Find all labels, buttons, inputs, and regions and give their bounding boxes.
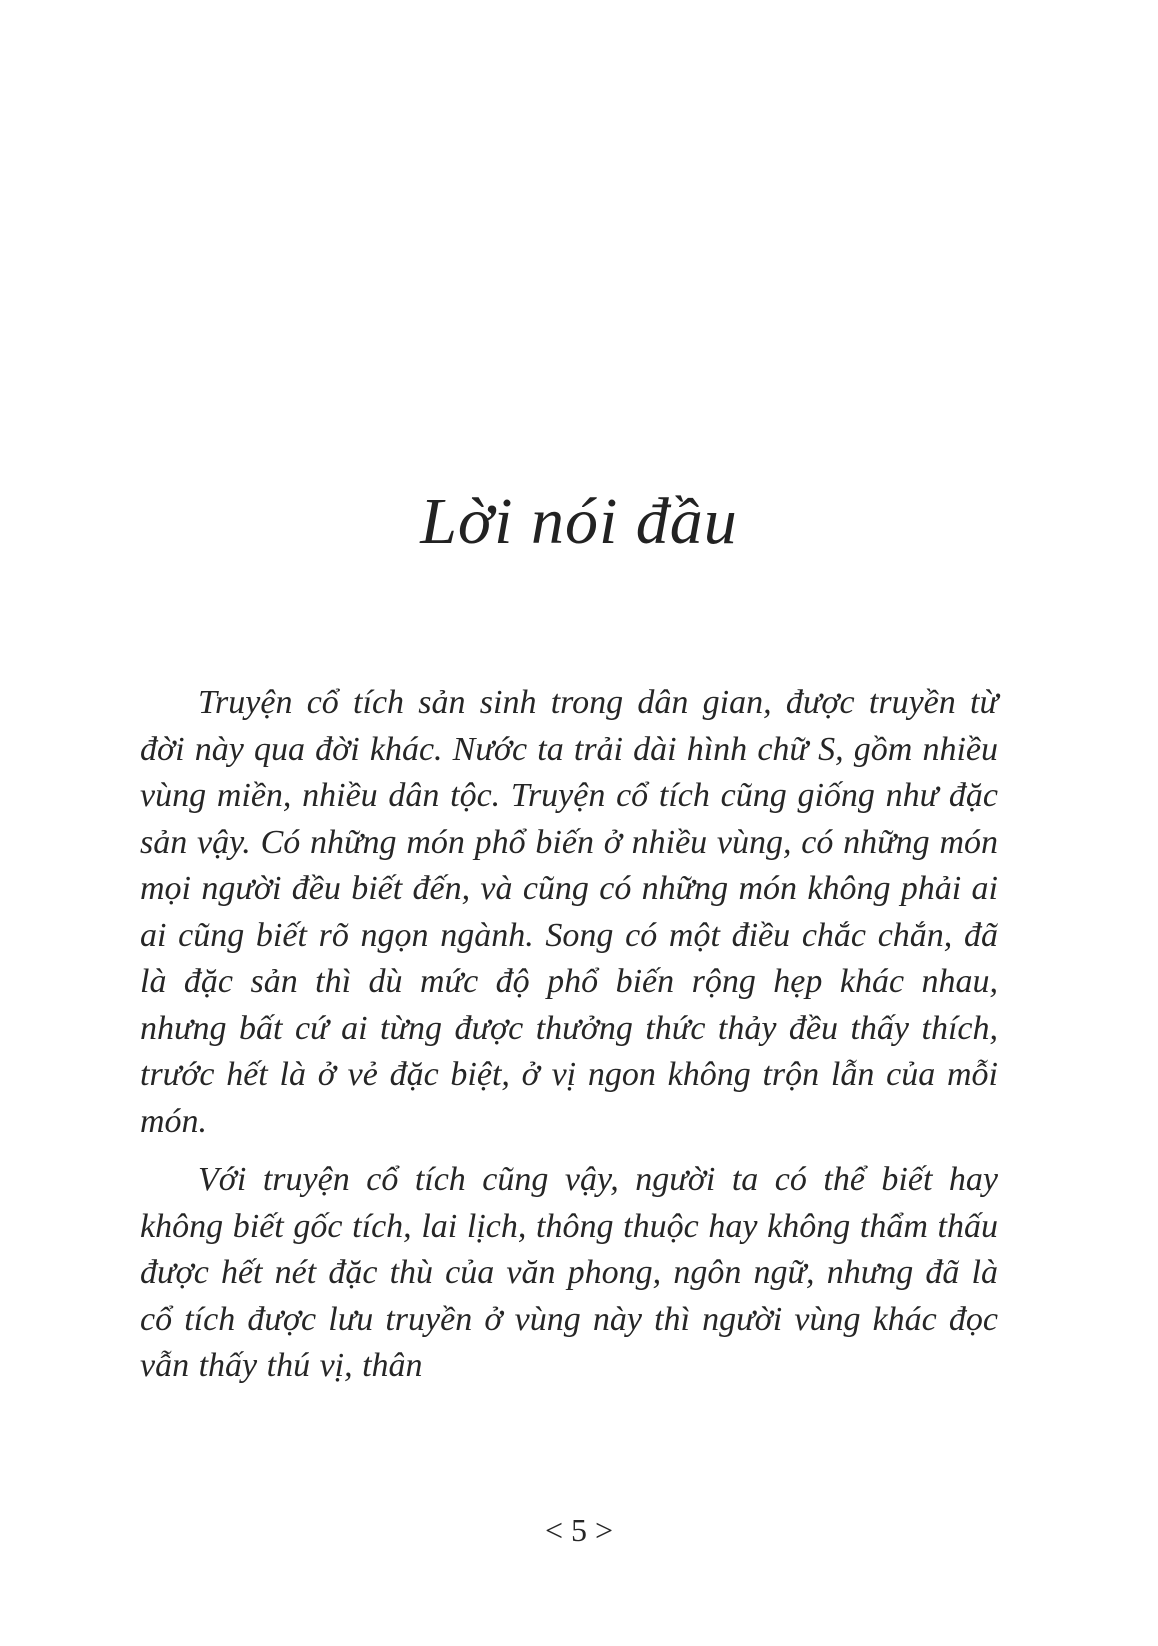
paragraph-2: Với truyện cổ tích cũng vậy, người ta có thể biết hay không biết gốc tích, lai lịch, thông thuộc hay không thẩm thấu được hết nét đặc thù của văn phong, ngôn ngữ, nhưng đã là cổ tích được lưu truyền ở vùng này thì người vùng khác đọc vẫn thấy thú vị, thân	[140, 1161, 998, 1384]
page-number: < 5 >	[544, 1512, 614, 1548]
paragraph-1: Truyện cổ tích sản sinh trong dân gian, được truyền từ đời này qua đời khác. Nước ta trải dài hình chữ S, gồm nhiều vùng miền, nhiều dân tộc. Truyện cổ tích cũng giống như đặc sản vậy. Có những món phổ biến ở nhiều vùng, có những món mọi người đều biết đến, và cũng có những món không phải ai ai cũng biết rõ ngọn ngành. Song có một điều chắc chắn, đã là đặc sản thì dù mức độ phổ biến rộng hẹp khác nhau, nhưng bất cứ ai từng được thưởng thức thảy đều thấy thích, trước hết là ở vẻ đặc biệt, ở vị ngon không trộn lẫn của mỗi món.	[140, 684, 998, 1140]
chapter-title: Lời nói đầu	[420, 485, 738, 558]
body-text	[140, 680, 998, 1402]
